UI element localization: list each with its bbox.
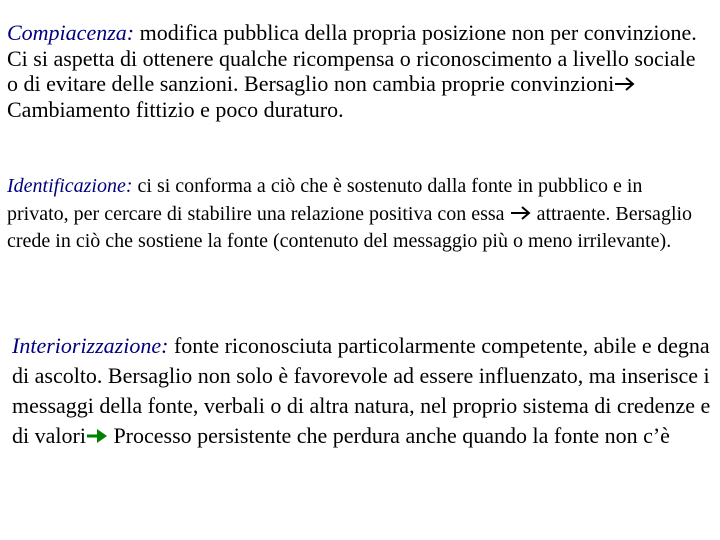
paragraph-text: Cambiamento fittizio e poco duraturo. (7, 97, 344, 123)
paragraph-compiacenza (7, 20, 697, 123)
paragraph-text: ci si conforma a ciò che è sostenuto dalla fonte in pubblico e in privato, per cercare di stabilire una relazione positiva con essa (7, 175, 643, 225)
paragraph-text: modifica pubblica della propria posizione non per convinzione. Ci si aspetta di ottenere qualche ricompensa o riconoscimento a livello sociale o di evitare delle sanzioni. Bersaglio non cambia proprie convinzioni (7, 20, 697, 97)
paragraph-text: fonte riconosciuta particolarmente competente, abile e degna di ascolto. Bersaglio non solo è favorevole ad essere influenzato, ma inserisce i messaggi della fonte, verbali o di altra natura, nel proprio sistema di credenze e di valori (12, 333, 711, 449)
arrow-right-icon (614, 76, 636, 92)
paragraph-identificazione (7, 173, 707, 256)
term-identificazione: Identificazione: (7, 175, 133, 197)
arrow-right-icon (510, 205, 532, 221)
term-interiorizzazione: Interiorizzazione: (12, 333, 169, 358)
paragraph-text: attraente. Bersaglio crede in ciò che sostiene la fonte (contenuto del messaggio più o meno irrilevante). (7, 202, 693, 253)
arrow-right-icon (86, 428, 108, 444)
term-compiacenza: Compiacenza: (7, 20, 135, 45)
paragraph-interiorizzazione (12, 331, 712, 452)
paragraph-text: Processo persistente che perdura anche quando la fonte non c’è (107, 423, 670, 449)
